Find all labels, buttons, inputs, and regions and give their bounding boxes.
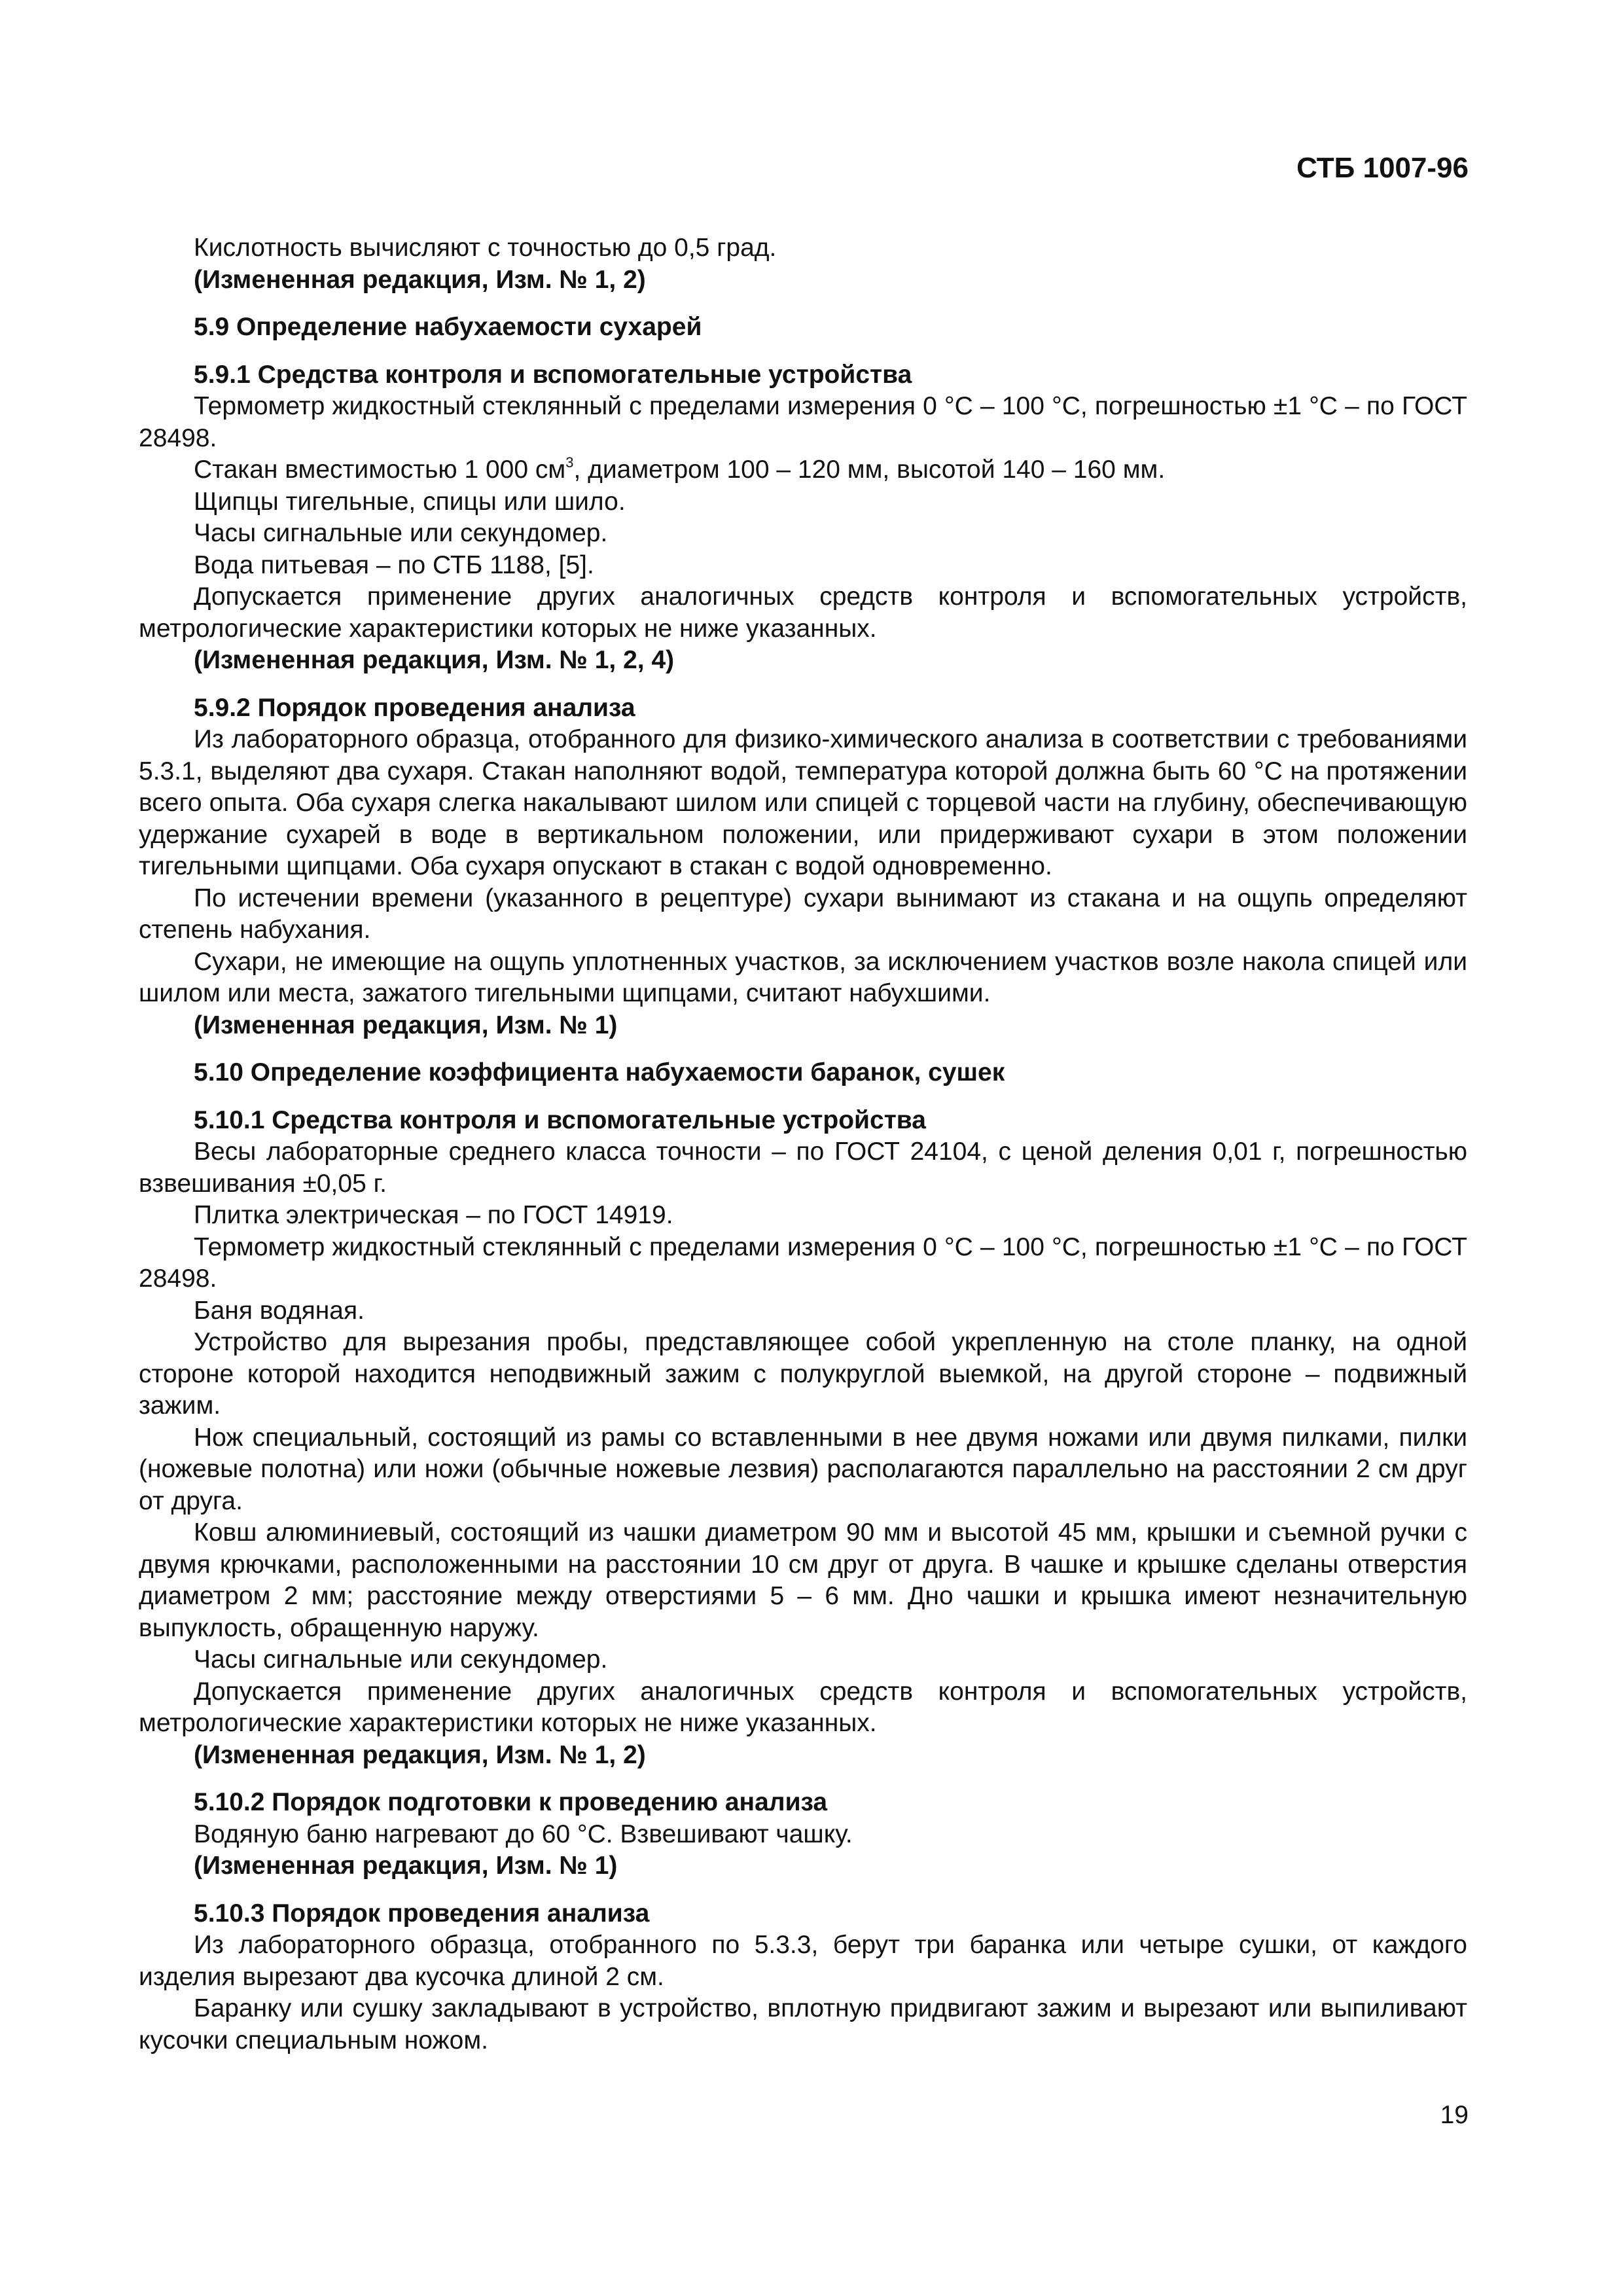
section-heading-5-10-3: 5.10.3 Порядок проведения анализа xyxy=(194,1899,650,1928)
section-heading-5-10: 5.10 Определение коэффициента набухаемости баранок, сушек xyxy=(194,1058,1005,1086)
page-body xyxy=(139,232,1467,2056)
paragraph: По истечении времени (указанного в рецептуре) сухари вынимают из стакана и на ощупь определяют степень набухания. xyxy=(139,884,1467,944)
section-heading-5-10-1: 5.10.1 Средства контроля и вспомогательные устройства xyxy=(194,1105,926,1134)
paragraph-text: Стакан вместимостью 1 000 см xyxy=(194,456,566,484)
paragraph: Щипцы тигельные, спицы или шило. xyxy=(194,487,626,516)
paragraph-text: , диаметром 100 – 120 мм, высотой 140 – 160 мм. xyxy=(573,456,1166,484)
paragraph: Часы сигнальные или секундомер. xyxy=(194,1645,608,1674)
paragraph: Вода питьевая – по СТБ 1188, [5]. xyxy=(194,550,594,579)
paragraph: Водяную баню нагревают до 60 °С. Взвешивают чашку. xyxy=(194,1820,853,1848)
section-heading-5-9: 5.9 Определение набухаемости сухарей xyxy=(194,313,702,341)
paragraph: Плитка электрическая – по ГОСТ 14919. xyxy=(194,1201,673,1229)
paragraph: Нож специальный, состоящий из рамы со вставленными в нее двумя ножами или двумя пилками, пилки (ножевые полотна) или ножи (обычные ножевые лезвия) располагаются параллельно на расстоянии 2 см друг от друга. xyxy=(139,1423,1467,1515)
paragraph: Сухари, не имеющие на ощупь уплотненных участков, за исключением участков возле накола спицей или шилом или места, зажатого тигельными щипцами, считают набухшими. xyxy=(139,947,1467,1007)
paragraph: Допускается применение других аналогичных средств контроля и вспомогательных устройств, метрологические характеристики которых не ниже указанных. xyxy=(139,583,1467,643)
paragraph: Из лабораторного образца, отобранного по 5.3.3, берут три баранка или четыре сушки, от каждого изделия вырезают два кусочка длиной 2 см. xyxy=(139,1931,1467,1991)
paragraph: Допускается применение других аналогичных средств контроля и вспомогательных устройств, метрологические характеристики которых не ниже указанных. xyxy=(139,1677,1467,1737)
paragraph: Кислотность вычисляют с точностью до 0,5 град. xyxy=(194,234,777,262)
page-number: 19 xyxy=(1440,2101,1469,2129)
paragraph: Весы лабораторные среднего класса точности – по ГОСТ 24104, с ценой деления 0,01 г, погрешностью взвешивания ±0,05 г. xyxy=(139,1138,1467,1198)
amendment-note: (Измененная редакция, Изм. № 1) xyxy=(194,1011,618,1039)
paragraph: Термометр жидкостный стеклянный с пределами измерения 0 °С – 100 °С, погрешностью ±1 °С – по ГОСТ 28498. xyxy=(139,1232,1467,1293)
amendment-note: (Измененная редакция, Изм. № 1, 2) xyxy=(194,1740,646,1769)
document-code: СТБ 1007-96 xyxy=(1296,152,1469,184)
paragraph: Баня водяная. xyxy=(194,1296,365,1325)
paragraph: Баранку или сушку закладывают в устройство, вплотную придвигают зажим и вырезают или выпиливают кусочки специальным ножом. xyxy=(139,1994,1467,2054)
paragraph: Устройство для вырезания пробы, представляющее собой укрепленную на столе планку, на одной стороне которой находится неподвижный зажим с полукруглой выемкой, на другой стороне – подвижный зажим. xyxy=(139,1328,1467,1420)
paragraph xyxy=(139,454,1467,486)
paragraph: Часы сигнальные или секундомер. xyxy=(194,519,608,547)
paragraph: Термометр жидкостный стеклянный с пределами измерения 0 °С – 100 °С, погрешностью ±1 °С – по ГОСТ 28498. xyxy=(139,392,1467,452)
amendment-note: (Измененная редакция, Изм. № 1, 2, 4) xyxy=(194,646,675,674)
paragraph: Из лабораторного образца, отобранного для физико-химического анализа в соответствии с требованиями 5.3.1, выделяют два сухаря. Стакан наполняют водой, температура которой должна быть 60 °С на протяжении всего опыта. Оба сухаря слегка накалывают шилом или спицей с торцевой части на глубину, обеспечивающую удержание сухарей в воде в вертикальном положении, или придерживают сухари в этом положении тигельными щипцами. Оба сухаря опускают в стакан с водой одновременно. xyxy=(139,725,1467,880)
amendment-note: (Измененная редакция, Изм. № 1, 2) xyxy=(194,265,646,294)
section-heading-5-9-2: 5.9.2 Порядок проведения анализа xyxy=(194,693,635,722)
paragraph: Ковш алюминиевый, состоящий из чашки диаметром 90 мм и высотой 45 мм, крышки и съемной ручки с двумя крючками, расположенными на расстоянии 10 см друг от друга. В чашке и крышке сделаны отверстия диаметром 2 мм; расстояние между отверстиями 5 – 6 мм. Дно чашки и крышка имеют незначительную выпуклость, обращенную наружу. xyxy=(139,1518,1467,1642)
section-heading-5-9-1: 5.9.1 Средства контроля и вспомогательные устройства xyxy=(194,360,912,389)
section-heading-5-10-2: 5.10.2 Порядок подготовки к проведению анализа xyxy=(194,1788,828,1816)
amendment-note: (Измененная редакция, Изм. № 1) xyxy=(194,1852,618,1880)
superscript: 3 xyxy=(565,454,574,471)
